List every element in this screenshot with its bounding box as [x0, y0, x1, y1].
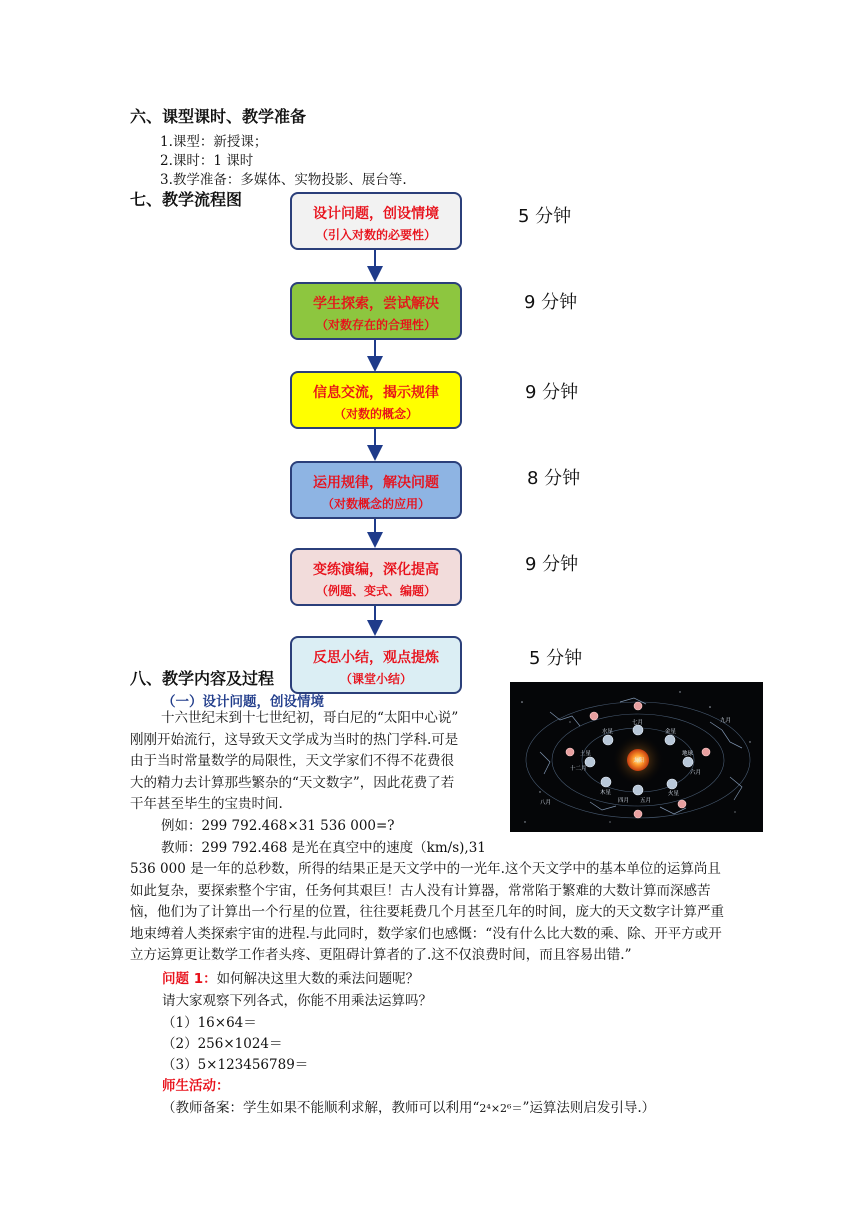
teacher-paragraph: 536 000 是一年的总秒数，所得的结果正是天文学中的一光年.这个天文学中的基本单位的运算尚且如此复杂，要探索整个宇宙，任务何其艰巨！古人没有计算器，常常陷于繁难的大数计算而深感苦恼，他们为了计算出一个行星的位置，往往要耗费几个月甚至几年的时间，庞大的天文数字计算严重地束缚着人类探索宇宙的进程.与此同时，数学家们也感慨：“没有什么比大数的乘、除、开平方或开立方运算更让数学工作者头疼、更阻碍计算者的了.这不仅浪费时间，而且容易出错.” [130, 861, 724, 964]
flow-step-3-title: 信息交流，揭示规律 [313, 385, 439, 401]
teacher-first-line: 教师：299 792.468 是光在真空中的速度（km/s),31 [161, 839, 486, 856]
svg-text:四月: 四月 [618, 798, 630, 804]
flow-step-4-sub: （对数概念的应用） [321, 497, 430, 511]
section8-subtitle: （一）设计问题，创设情境 [162, 694, 324, 710]
flow-step-2 [290, 282, 462, 340]
section8-title: 八、教学内容及过程 [130, 669, 275, 688]
svg-text:五月: 五月 [640, 798, 652, 804]
flow-step-6-title: 反思小结，观点提炼 [313, 650, 439, 666]
intro-line-1: 十六世纪末到十七世纪初，哥白尼的“太阳中心说” [161, 710, 459, 726]
svg-text:木星: 木星 [600, 790, 612, 796]
flow-step-4 [290, 461, 462, 519]
flow-step-5 [290, 548, 462, 606]
flow-step-5-title: 变练演编，深化提高 [313, 562, 439, 578]
intro-line-2: 刚刚开始流行，这导致天文学成为当时的热门学科.可是 [130, 731, 459, 748]
flow-step-2-sub: （对数存在的合理性） [315, 318, 436, 332]
flow-step-6-time: 5 分钟 [529, 648, 583, 669]
flow-step-4-title: 运用规律，解决问题 [313, 475, 439, 491]
flow-step-1 [290, 192, 462, 250]
section6-item-2: 2.课时：1 课时 [160, 153, 254, 169]
flow-step-6 [290, 636, 462, 694]
flow-step-6-sub: （课堂小结） [339, 672, 412, 686]
flow-step-5-time: 9 分钟 [525, 554, 579, 575]
flow-step-5-sub: （例题、变式、编题） [315, 584, 436, 598]
teacher-note-post: ”运算法则启发引导.） [522, 1100, 656, 1116]
svg-text:八月: 八月 [540, 800, 552, 806]
flow-step-3-time: 9 分钟 [525, 382, 579, 403]
section6-item-3: 3.教学准备：多媒体、实物投影、展台等. [160, 172, 407, 188]
image-label-center: 太阳 [633, 758, 645, 764]
flow-step-2-title: 学生探索，尝试解决 [313, 296, 439, 312]
question-1 [162, 967, 419, 987]
svg-text:金星: 金星 [665, 729, 677, 735]
intro-line-4: 大的精力去计算那些繁杂的“天文数字”，因此花费了若 [130, 774, 455, 791]
equation-2: （2）256×1024＝ [162, 1036, 283, 1052]
solar-system-image [510, 682, 763, 832]
flow-step-1-time: 5 分钟 [518, 206, 572, 227]
svg-text:地球: 地球 [682, 751, 694, 757]
flow-step-2-time: 9 分钟 [524, 292, 578, 313]
svg-text:九月: 九月 [720, 718, 732, 724]
intro-line-5: 干年甚至毕生的宝贵时间. [130, 796, 283, 813]
section6-item-1: 1.课型：新授课； [160, 134, 268, 150]
activity-label: 师生活动： [162, 1078, 230, 1094]
svg-text:六月: 六月 [690, 770, 702, 776]
svg-text:水星: 水星 [602, 729, 614, 735]
section6-title: 六、课型课时、教学准备 [130, 107, 307, 126]
svg-text:土星: 土星 [580, 751, 592, 757]
example-line: 例如：299 792.468×31 536 000=? [161, 817, 395, 834]
teacher-note-math: 2⁴×2⁶＝ [479, 1102, 523, 1115]
teacher-note [162, 1096, 655, 1116]
svg-text:十二月: 十二月 [570, 766, 587, 772]
flow-step-3 [290, 371, 462, 429]
question-1-label: 问题 1： [162, 971, 217, 987]
svg-text:火星: 火星 [668, 791, 680, 797]
intro-line-3: 由于当时常量数学的局限性，天文学家们不得不花费很 [130, 753, 454, 770]
flow-step-3-sub: （对数的概念） [333, 407, 418, 421]
question-1-text: 如何解决这里大数的乘法问题呢？ [216, 971, 420, 987]
observe-line: 请大家观察下列各式，你能不用乘法运算吗？ [162, 993, 432, 1009]
flow-step-4-time: 8 分钟 [527, 468, 581, 489]
section7-title: 七、教学流程图 [130, 190, 243, 209]
teacher-note-pre: （教师备案：学生如果不能顺利求解，教师可以利用“ [162, 1100, 480, 1116]
intro-paragraph [130, 708, 500, 859]
equation-3: （3）5×123456789＝ [162, 1057, 309, 1073]
equation-1: （1）16×64＝ [162, 1015, 257, 1031]
svg-text:七月: 七月 [632, 720, 644, 726]
flow-step-1-sub: （引入对数的必要性） [315, 228, 436, 242]
flow-step-1-title: 设计问题，创设情境 [313, 206, 439, 222]
